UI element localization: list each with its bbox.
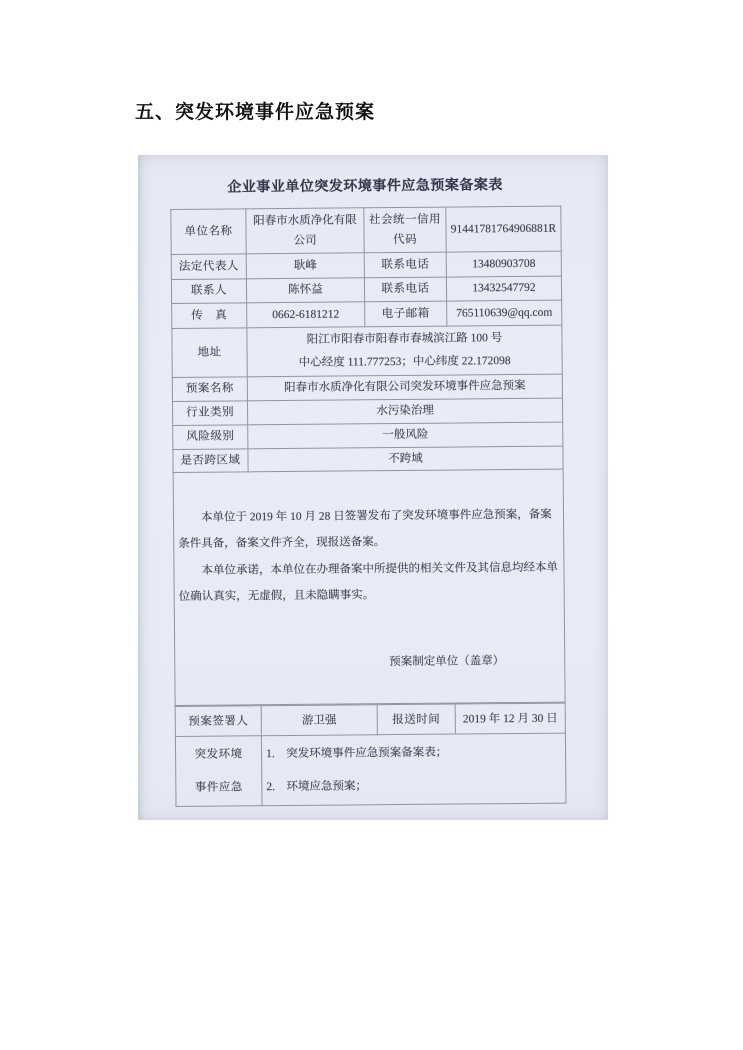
cross-region-label: 是否跨区域 (173, 449, 248, 473)
fax-value: 0662-6181212 (247, 302, 365, 328)
filing-form-table-bottom (175, 703, 567, 807)
legal-rep-phone-value: 13480903708 (446, 251, 561, 277)
table-row (173, 446, 563, 473)
fax-label: 传 真 (172, 303, 247, 329)
submit-time-value: 2019 年 12 月 30 日 (455, 703, 565, 734)
table-row (171, 276, 561, 303)
signer-value: 游卫强 (261, 705, 377, 736)
industry-label: 行业类别 (172, 401, 247, 426)
table-row (172, 374, 562, 401)
table-row (172, 325, 562, 377)
email-value: 765110639@qq.com (447, 300, 562, 326)
plan-name-value: 阳春市水质净化有限公司突发环境事件应急预案 (247, 374, 562, 401)
table-row (173, 469, 565, 705)
address-value (247, 325, 562, 377)
address-label: 地址 (172, 328, 247, 378)
attachment-item: 1. 突发环境事件应急预案备案表； (266, 746, 448, 760)
legal-rep-phone-label: 联系电话 (364, 252, 446, 278)
industry-value: 水污染治理 (247, 398, 562, 425)
attachments-label (175, 736, 262, 807)
legal-rep-value: 耿峰 (246, 253, 364, 279)
declaration-paragraph-1: 本单位于 2019 年 10 月 28 日签署发布了突发环境事件应急预案，备案条件具备，备案文件齐全，现报送备案。 (178, 508, 552, 551)
contact-phone-label: 联系电话 (364, 277, 446, 302)
legal-rep-label: 法定代表人 (171, 254, 246, 280)
cross-region-value: 不跨域 (248, 446, 563, 472)
scan-content (170, 170, 568, 808)
section-heading: 五、突发环境事件应急预案 (135, 102, 376, 123)
risk-level-value: 一般风险 (248, 422, 563, 449)
declaration-cell (173, 469, 565, 705)
credit-code-value: 91441781764906881R (446, 206, 561, 252)
form-title: 企业事业单位突发环境事件应急预案备案表 (227, 178, 503, 196)
attachments-label-line1: 突发环境 (194, 748, 243, 761)
credit-code-label: 社会统一信用代码 (364, 207, 446, 253)
table-row (175, 733, 566, 806)
signer-label: 预案签署人 (175, 706, 261, 737)
plan-name-label: 预案名称 (172, 377, 247, 402)
attachment-item: 2. 环境应急预案； (266, 779, 368, 793)
address-line1: 阳江市阳春市阳春市春城滨江路 100 号 (306, 332, 503, 346)
submit-time-label: 报送时间 (377, 704, 455, 735)
contact-value: 陈怀益 (246, 278, 364, 303)
risk-level-label: 风险级别 (173, 425, 248, 450)
table-row (172, 398, 562, 425)
table-row (172, 300, 562, 328)
filing-form-table (170, 206, 565, 707)
scanned-form-image (138, 155, 608, 820)
table-row (171, 251, 561, 279)
table-row (171, 206, 561, 254)
table-row (175, 703, 565, 736)
unit-name-value: 阳春市水质净化有限公司 (246, 208, 364, 254)
attachments-list (261, 733, 566, 806)
stamp-line: 预案制定单位（盖章） (389, 654, 505, 668)
address-line2: 中心经度 111.777253；中心纬度 22.172098 (298, 355, 511, 369)
email-label: 电子邮箱 (365, 301, 447, 327)
contact-label: 联系人 (171, 279, 246, 304)
unit-name-label: 单位名称 (171, 209, 246, 255)
table-row (173, 422, 563, 449)
contact-phone-value: 13432547792 (446, 276, 561, 301)
declaration-paragraph-2: 本单位承诺，本单位在办理备案中所提供的相关文件及其信息均经本单位确认真实，无虚假，且未隐瞒事实。 (178, 561, 559, 604)
attachments-label-line2: 事件应急 (194, 781, 243, 794)
